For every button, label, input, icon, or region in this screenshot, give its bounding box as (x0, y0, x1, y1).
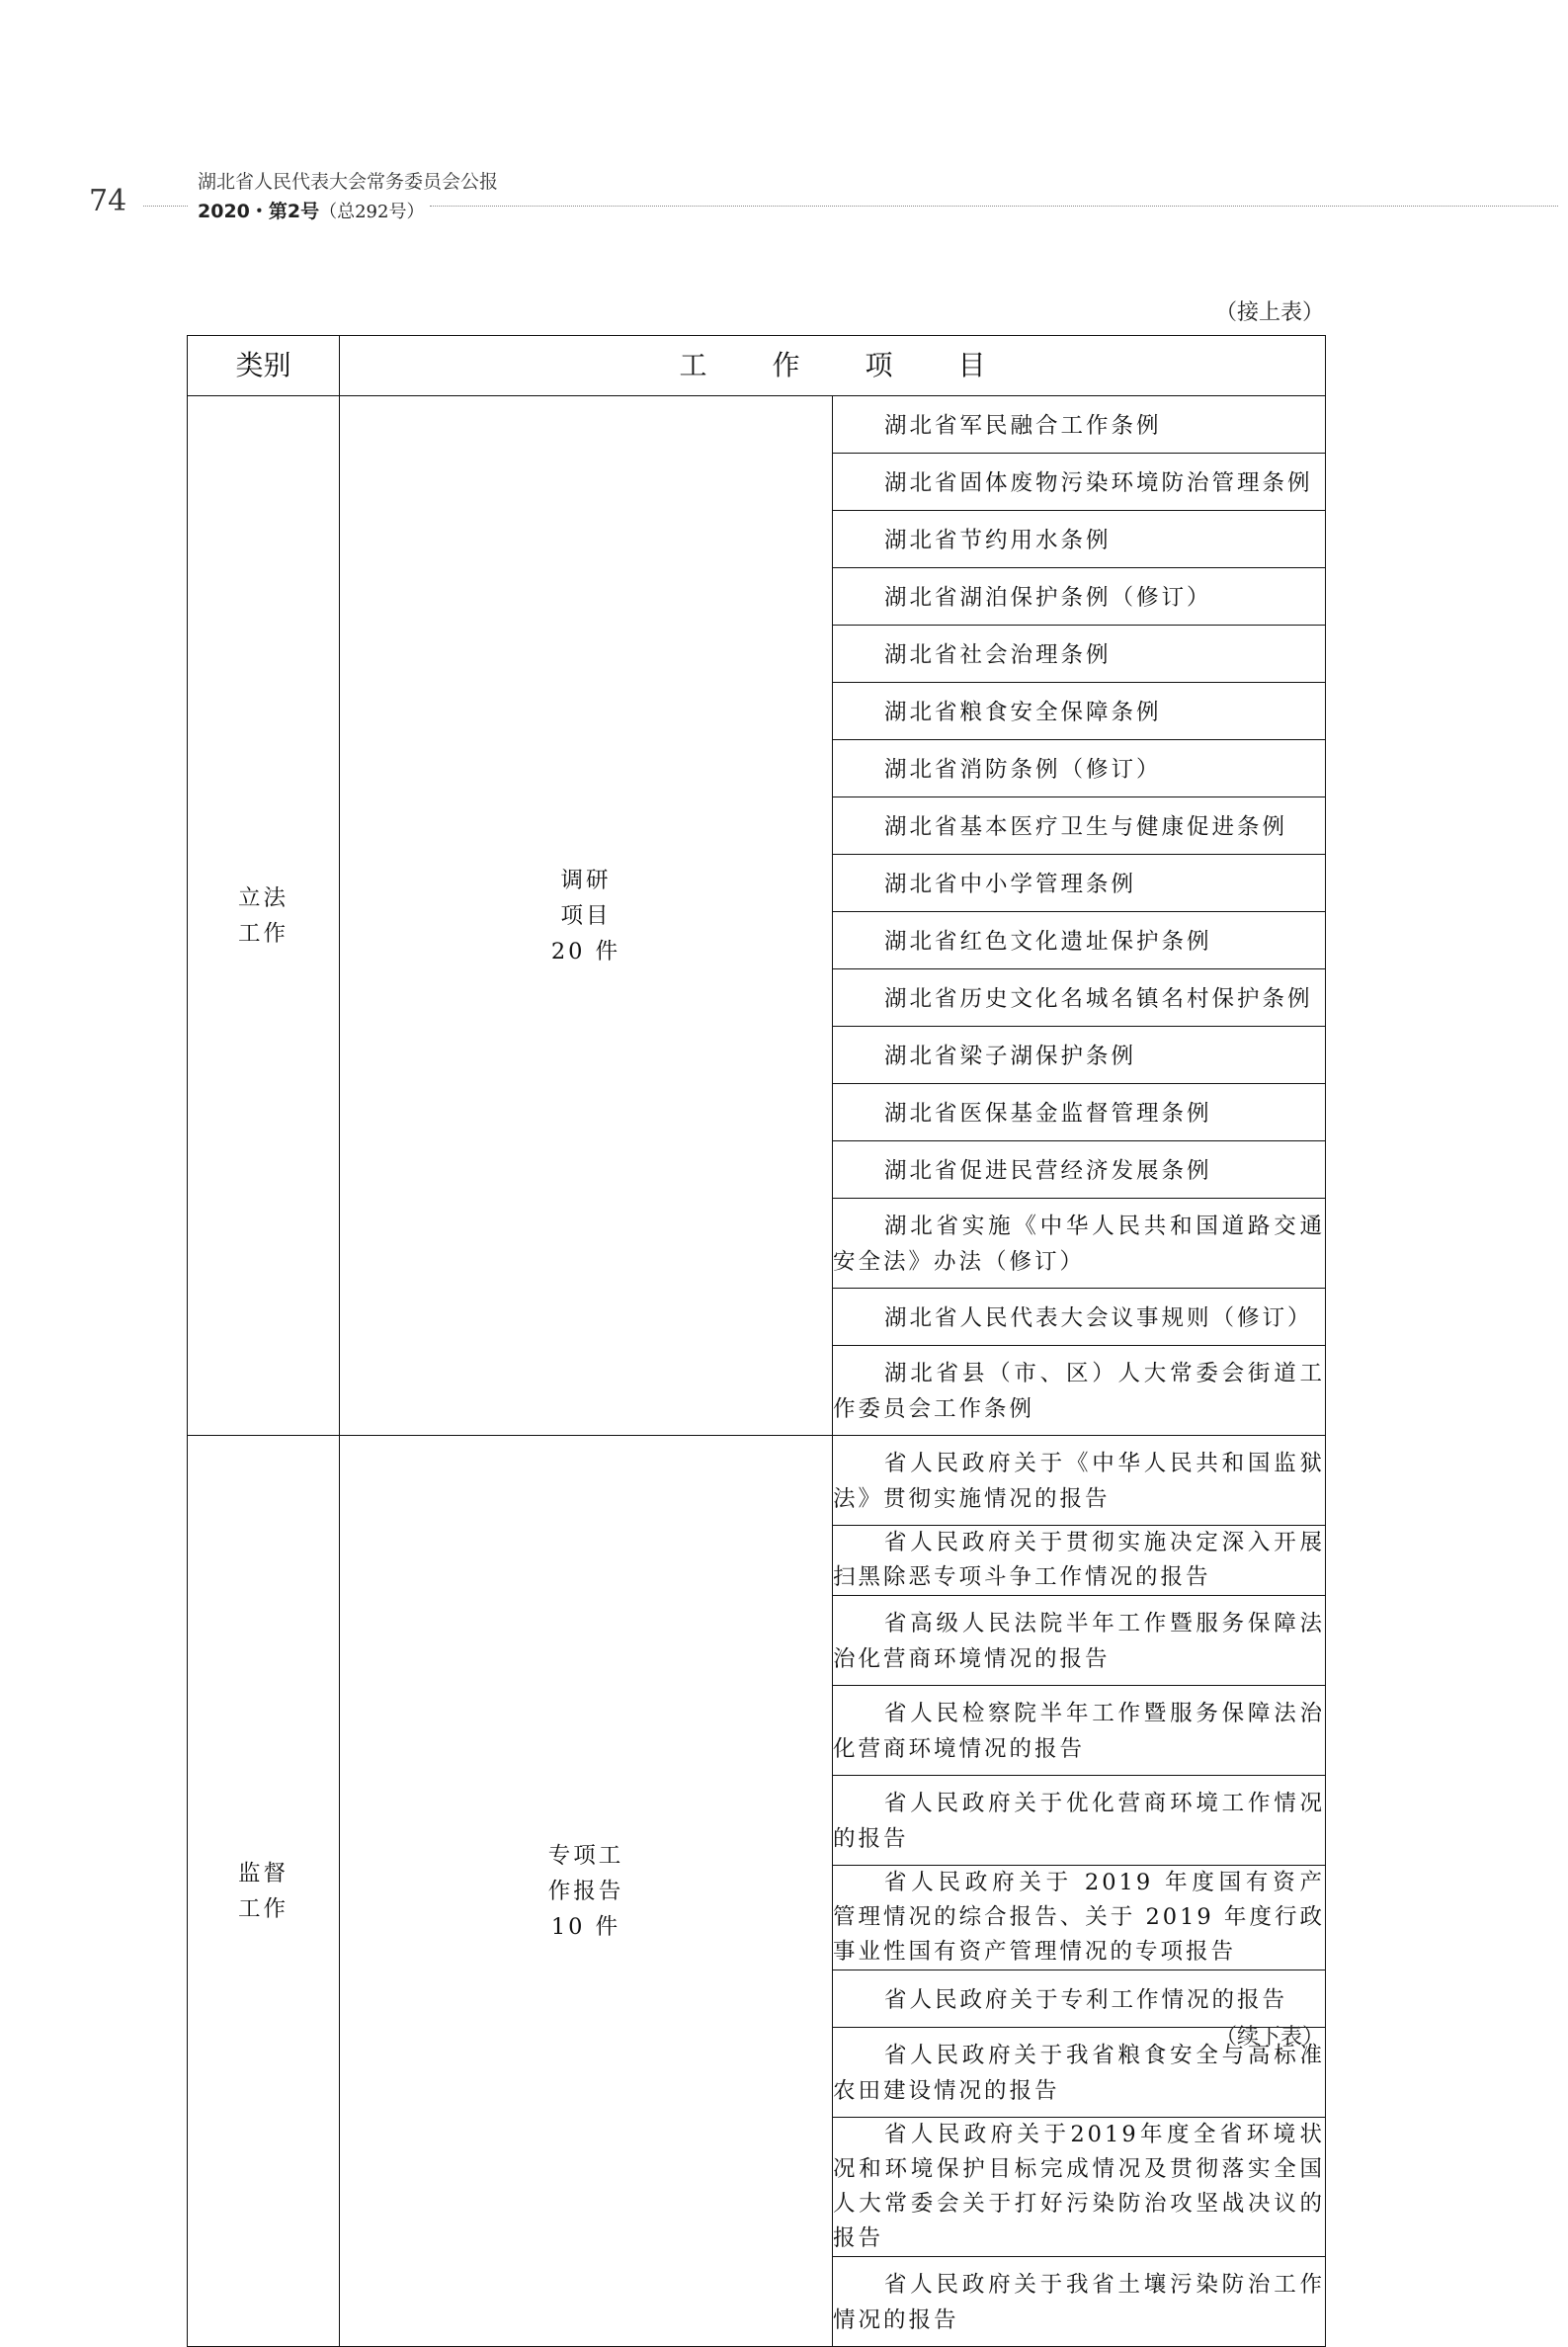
header-rule-left (143, 206, 188, 207)
category-cell: 监督 工作 (188, 1436, 340, 2347)
item-cell: 湖北省实施《中华人民共和国道路交通安全法》办法（修订） (833, 1199, 1326, 1289)
item-cell: 省人民政府关于贯彻实施决定深入开展扫黑除恶专项斗争工作情况的报告 (833, 1526, 1326, 1596)
table-body (188, 396, 1326, 2347)
subcategory-cell: 调研 项目 20 件 (340, 396, 833, 1436)
item-cell: 湖北省固体废物污染环境防治管理条例 (833, 454, 1326, 511)
subcategory-cell: 专项工 作报告 10 件 (340, 1436, 833, 2347)
table-row (188, 1436, 1326, 1526)
item-cell: 湖北省粮食安全保障条例 (833, 683, 1326, 740)
item-cell: 湖北省湖泊保护条例（修订） (833, 568, 1326, 626)
item-cell: 湖北省梁子湖保护条例 (833, 1027, 1326, 1084)
item-cell: 省人民政府关于我省土壤污染防治工作情况的报告 (833, 2257, 1326, 2347)
item-cell: 省人民政府关于《中华人民共和国监狱法》贯彻实施情况的报告 (833, 1436, 1326, 1526)
item-cell: 湖北省社会治理条例 (833, 626, 1326, 683)
issue-total: （总292号） (319, 202, 425, 222)
item-cell: 湖北省红色文化遗址保护条例 (833, 912, 1326, 969)
item-cell: 湖北省基本医疗卫生与健康促进条例 (833, 797, 1326, 855)
work-plan-table (187, 335, 1326, 2347)
header-rule-right (430, 206, 1558, 207)
item-cell: 省人民检察院半年工作暨服务保障法治化营商环境情况的报告 (833, 1686, 1326, 1776)
item-cell: 省人民政府关于专利工作情况的报告 (833, 1970, 1326, 2028)
issue-number: 2020・第2号 (198, 201, 320, 222)
item-cell: 省人民政府关于优化营商环境工作情况的报告 (833, 1776, 1326, 1866)
column-header-items-text: 工作项目 (679, 349, 1051, 381)
column-header-category: 类别 (188, 336, 340, 396)
item-cell: 湖北省促进民营经济发展条例 (833, 1141, 1326, 1199)
table-header-row (188, 336, 1326, 396)
table-row (188, 396, 1326, 454)
item-cell: 湖北省县（市、区）人大常委会街道工作委员会工作条例 (833, 1346, 1326, 1436)
item-cell: 湖北省人民代表大会议事规则（修订） (833, 1289, 1326, 1346)
item-cell: 湖北省历史文化名城名镇名村保护条例 (833, 969, 1326, 1027)
column-header-items (340, 336, 1326, 396)
continued-to-note: （续下表） (1214, 2025, 1324, 2050)
item-cell: 省人民政府关于2019年度全省环境状况和环境保护目标完成情况及贯彻落实全国人大常委会关于打好污染防治攻坚战决议的报告 (833, 2118, 1326, 2257)
item-cell: 湖北省军民融合工作条例 (833, 396, 1326, 454)
page-number: 74 (89, 184, 127, 218)
item-cell: 省高级人民法院半年工作暨服务保障法治化营商环境情况的报告 (833, 1596, 1326, 1686)
item-cell: 湖北省中小学管理条例 (833, 855, 1326, 912)
item-cell: 湖北省消防条例（修订） (833, 740, 1326, 797)
continued-from-note: （接上表） (1214, 300, 1324, 325)
item-cell: 湖北省节约用水条例 (833, 511, 1326, 568)
publication-title: 湖北省人民代表大会常务委员会公报 (198, 171, 499, 193)
issue-line (198, 197, 424, 223)
category-cell: 立法 工作 (188, 396, 340, 1436)
item-cell: 湖北省医保基金监督管理条例 (833, 1084, 1326, 1141)
item-cell: 省人民政府关于 2019 年度国有资产管理情况的综合报告、关于 2019 年度行政事业性国有资产管理情况的专项报告 (833, 1866, 1326, 1970)
item-cell: 省人民政府关于我省粮食安全与高标准农田建设情况的报告 (833, 2028, 1326, 2118)
